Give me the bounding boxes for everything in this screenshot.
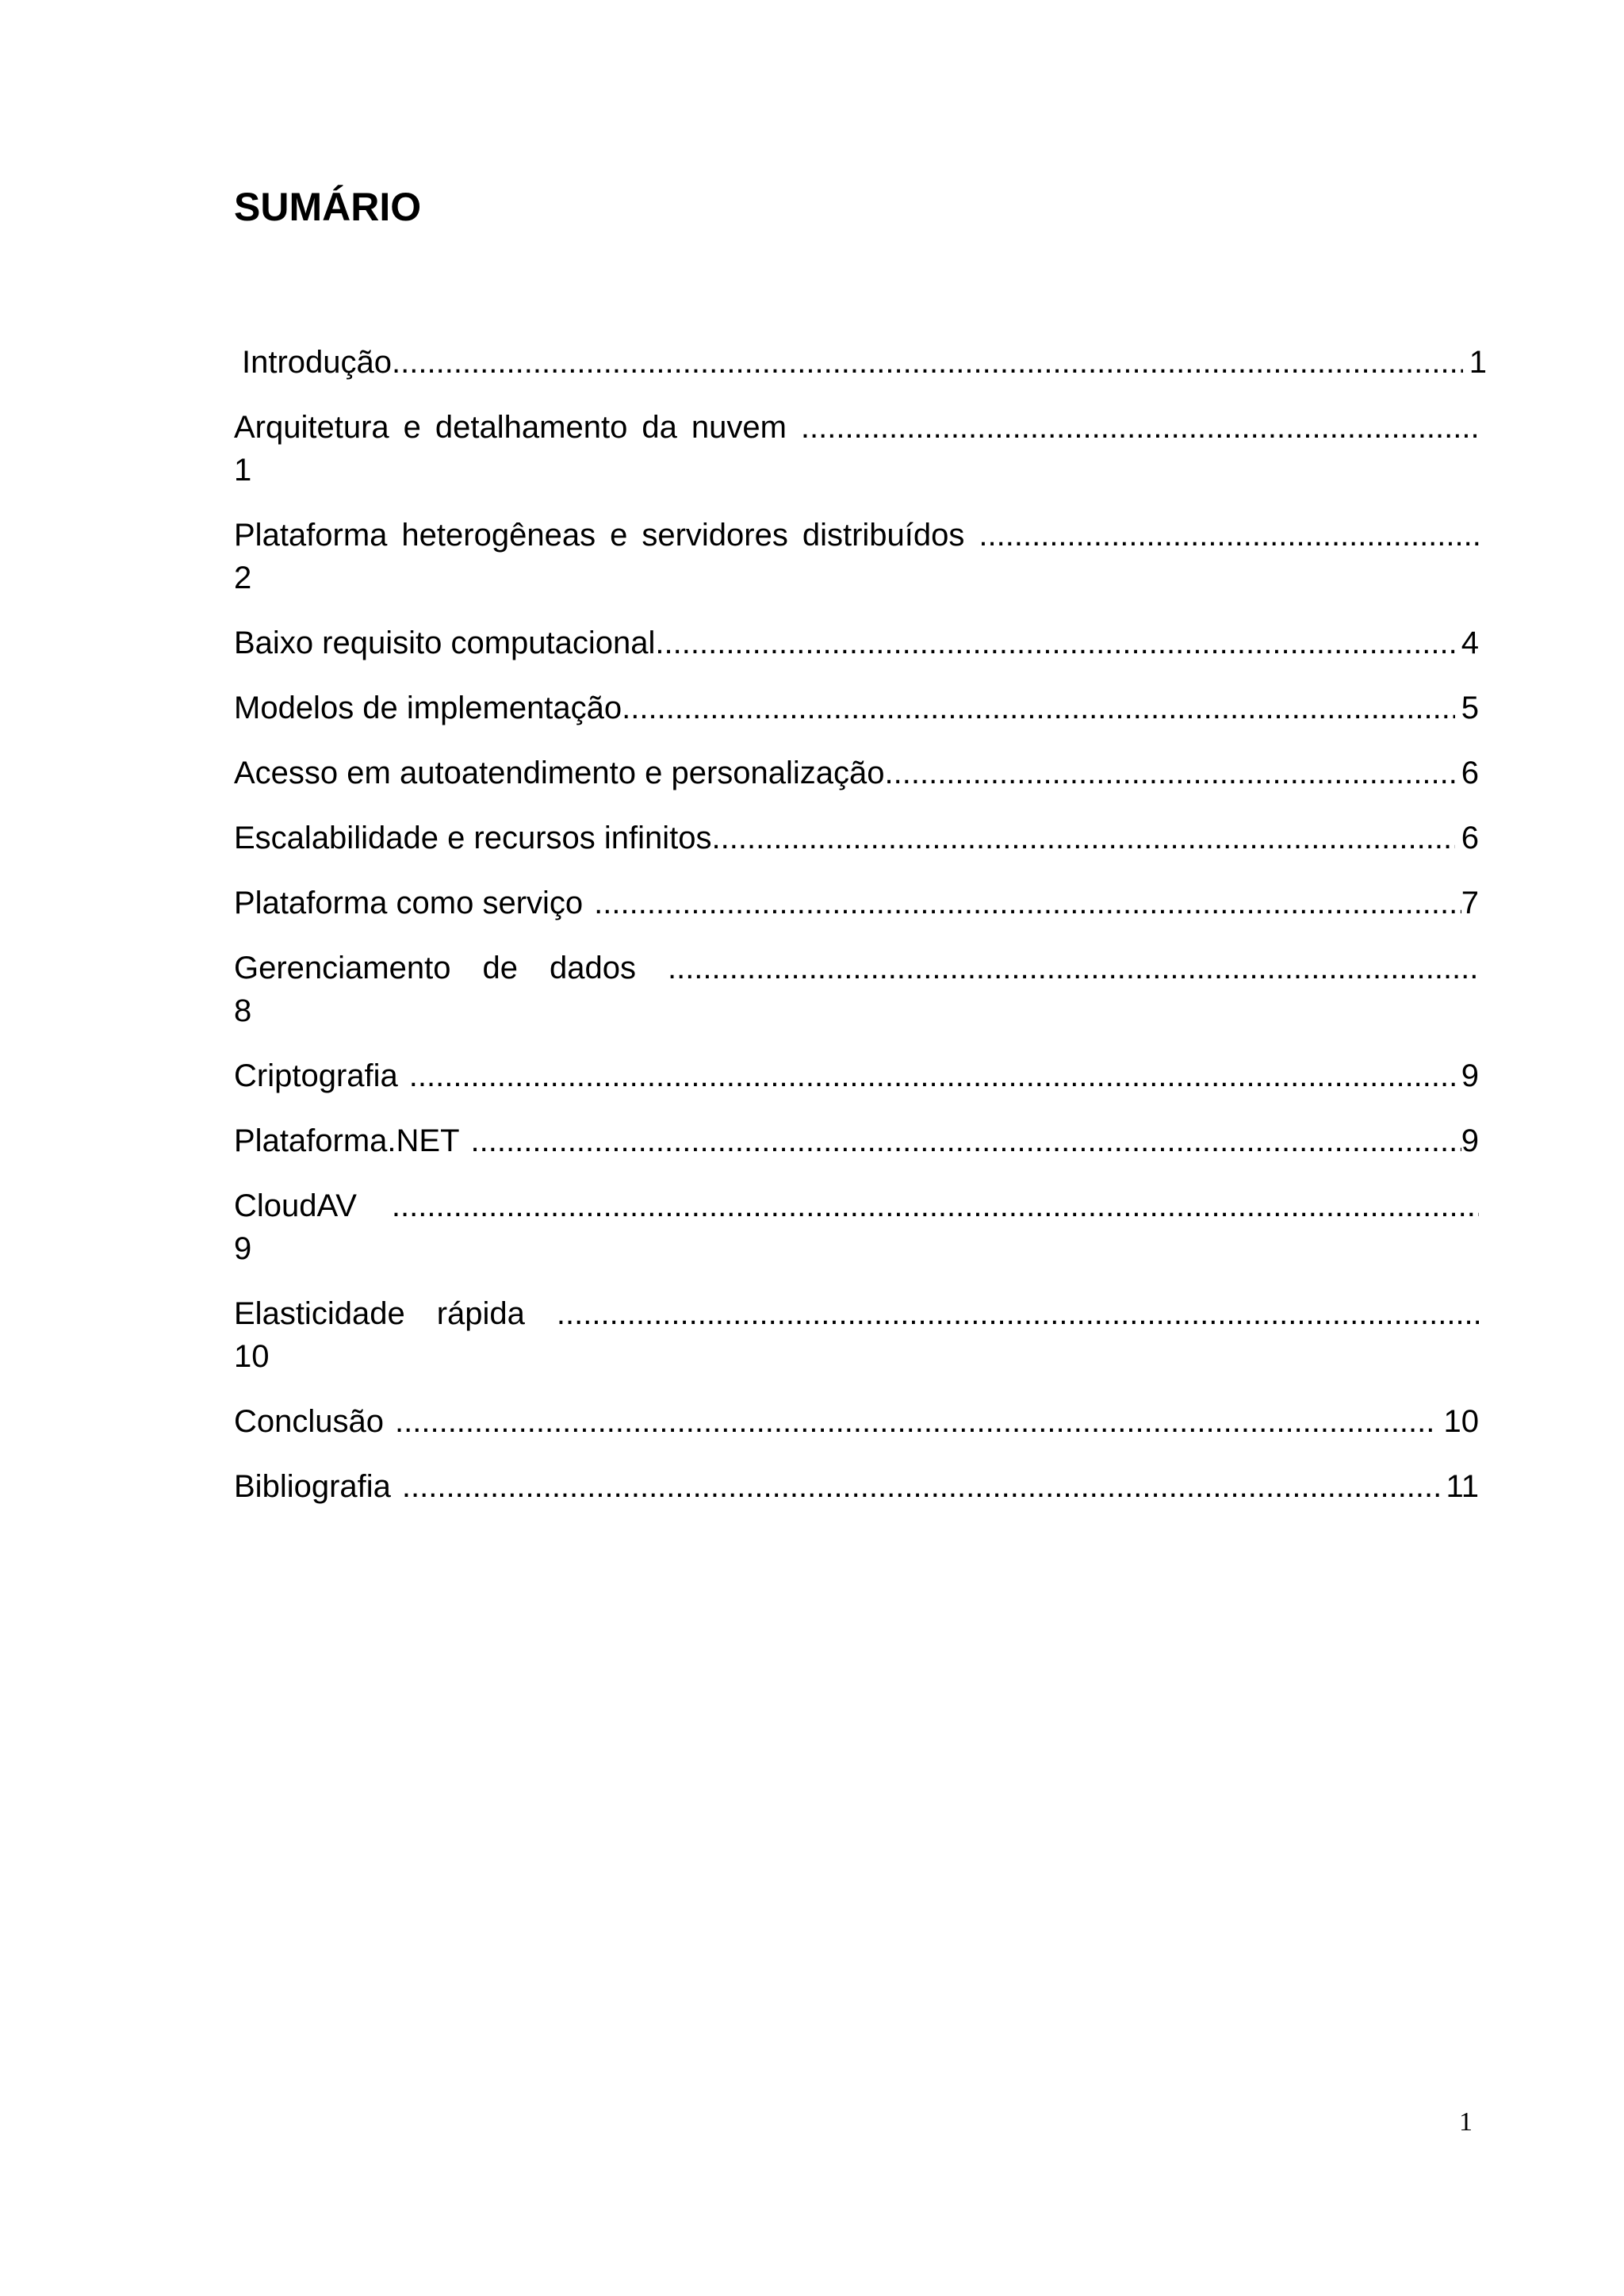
toc-entry-label: Escalabilidade e recursos infinitos [234, 821, 712, 855]
toc-entry-label [234, 947, 668, 989]
dot-leader [712, 817, 1455, 859]
toc-entry-page: 7 [1461, 886, 1479, 920]
toc-entry-label: Introdução [242, 345, 393, 380]
dot-leader [655, 622, 1454, 664]
toc-entry-label: Plataforma.NET [234, 1123, 460, 1158]
toc-entry-plataforma-net[interactable] [234, 1119, 1479, 1162]
toc-entry-introducao[interactable] [234, 341, 1487, 384]
toc-entry-modelos-implementacao[interactable] [234, 687, 1479, 729]
toc-entry-label-word: de [482, 951, 518, 985]
toc-entry-label-word: nuvem [691, 410, 787, 445]
dot-leader [402, 1465, 1440, 1508]
toc-entry-label-word: servidores [642, 518, 788, 553]
dot-leader [979, 514, 1479, 557]
toc-entry-page: 9 [1461, 1058, 1479, 1093]
toc-entry-label-word: da [642, 410, 677, 445]
toc-entry-plataforma-heterogeneas[interactable] [234, 514, 1479, 599]
toc-entry-label: Modelos de implementação [234, 691, 622, 725]
toc-entry-acesso-autoatendimento[interactable] [234, 752, 1479, 794]
dot-leader [801, 406, 1479, 449]
toc-entry-label-word: heterogêneas [401, 518, 596, 553]
dot-leader [622, 687, 1455, 729]
page-title: SUMÁRIO [234, 185, 422, 229]
dot-leader [392, 341, 1463, 384]
toc-entry-label-word: e [610, 518, 628, 553]
dot-leader [392, 1184, 1479, 1227]
toc-entry-page: 5 [1461, 691, 1479, 725]
dot-leader [409, 1054, 1455, 1097]
toc-entry-page: 10 [1443, 1404, 1479, 1439]
toc-entry-label-word: Gerenciamento [234, 951, 451, 985]
toc-entry-page: 10 [234, 1339, 270, 1374]
toc-entry-label: Plataforma como serviço [234, 886, 584, 920]
dot-leader [668, 947, 1479, 989]
toc-entry-gerenciamento-dados[interactable] [234, 947, 1479, 1032]
toc-entry-page: 1 [234, 453, 252, 488]
toc-entry-page: 1 [1469, 345, 1487, 380]
toc-entry-label-word: Elasticidade [234, 1296, 405, 1331]
footer-page-number: 1 [1459, 2107, 1473, 2137]
dot-leader [471, 1119, 1461, 1162]
toc-entry-page: 6 [1461, 756, 1479, 790]
dot-leader [557, 1292, 1479, 1335]
toc-entry-page: 9 [1461, 1123, 1479, 1158]
dot-leader [594, 882, 1461, 924]
toc-entry-label-word: e [403, 410, 421, 445]
toc-entry-escalabilidade[interactable] [234, 817, 1479, 859]
toc-entry-label-word: dados [549, 951, 636, 985]
toc-entry-baixo-requisito[interactable] [234, 622, 1479, 664]
toc-entry-label [234, 1184, 392, 1227]
toc-entry-label-word: rápida [436, 1296, 525, 1331]
toc-entry-label: Criptografia [234, 1058, 398, 1093]
toc-entry-arquitetura[interactable] [234, 406, 1479, 492]
toc-entry-criptografia[interactable] [234, 1054, 1479, 1097]
dot-leader [885, 752, 1455, 794]
toc-entry-label-word: Arquitetura [234, 410, 389, 445]
toc-entry-label: Conclusão [234, 1404, 385, 1439]
toc-entry-conclusao[interactable] [234, 1400, 1479, 1443]
toc-entry-label [234, 1292, 557, 1335]
toc-entry-elasticidade[interactable] [234, 1292, 1479, 1378]
toc-entry-label-word: Plataforma [234, 518, 388, 553]
toc-entry-page: 2 [234, 561, 252, 595]
toc-entry-label [234, 514, 979, 557]
toc-entry-page: 11 [1446, 1469, 1479, 1504]
table-of-contents [234, 341, 1487, 1530]
toc-entry-page: 6 [1461, 821, 1479, 855]
toc-entry-cloudav[interactable] [234, 1184, 1479, 1270]
toc-entry-plataforma-servico[interactable] [234, 882, 1479, 924]
toc-entry-label: Baixo requisito computacional [234, 626, 656, 660]
toc-entry-bibliografia[interactable] [234, 1465, 1479, 1508]
toc-entry-label [234, 406, 801, 449]
toc-entry-page: 8 [234, 993, 252, 1028]
toc-entry-label-word: CloudAV [234, 1188, 357, 1223]
toc-entry-label: Bibliografia [234, 1469, 391, 1504]
toc-entry-label-word: detalhamento [435, 410, 628, 445]
toc-entry-page: 4 [1461, 626, 1479, 660]
toc-entry-label-word: distribuídos [802, 518, 965, 553]
toc-entry-page: 9 [234, 1231, 252, 1266]
toc-entry-label: Acesso em autoatendimento e personalização [234, 756, 885, 790]
dot-leader [395, 1400, 1437, 1443]
